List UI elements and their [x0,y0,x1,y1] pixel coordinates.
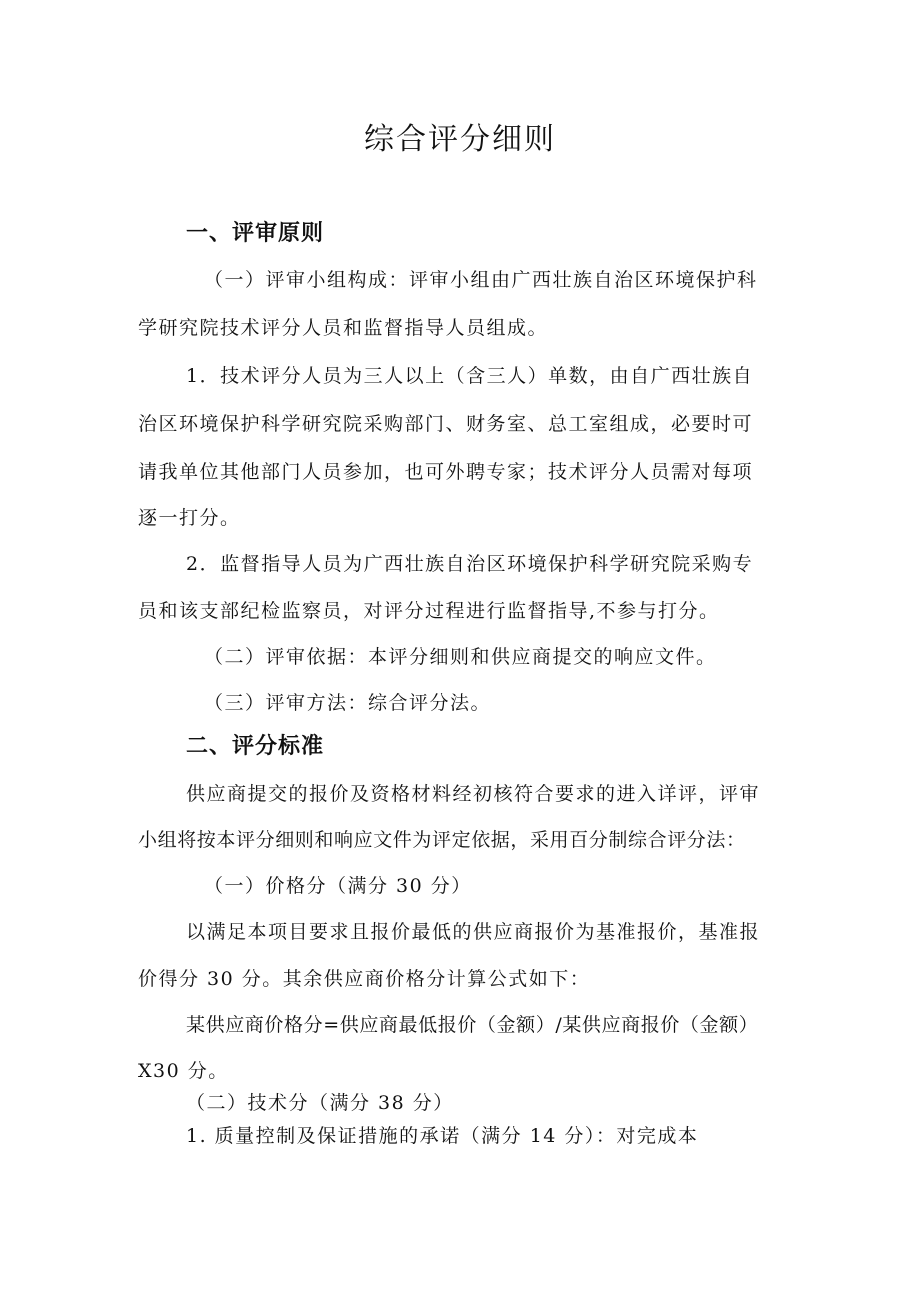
paragraph-line: 请我单位其他部门人员参加，也可外聘专家；技术评分人员需对每项 [138,461,754,483]
document-title: 综合评分细则 [364,122,556,157]
paragraph-line: 员和该支部纪检监察员，对评分过程进行监督指导,不参与打分。 [138,600,720,622]
paragraph-line: 价得分 30 分。其余供应商价格分计算公式如下： [138,968,591,990]
list-item: 1. 质量控制及保证措施的承诺（满分 14 分）：对完成本 [186,1125,699,1147]
formula-line: 某供应商价格分=供应商最低报价（金额）/某供应商报价（金额） [186,1014,759,1036]
subsection-heading-price: （一）价格分（满分 30 分） [204,875,472,897]
formula-line: X30 分。 [138,1060,229,1082]
paragraph-line: （三）评审方法：综合评分法。 [204,692,492,714]
paragraph-line: （二）评审依据：本评分细则和供应商提交的响应文件。 [204,646,717,668]
paragraph-line: 小组将按本评分细则和响应文件为评定依据，采用百分制综合评分法： [138,829,746,851]
paragraph-line: （一）评审小组构成：评审小组由广西壮族自治区环境保护科 [204,269,758,291]
paragraph-line: 治区环境保护科学研究院采购部门、财务室、总工室组成，必要时可 [138,413,754,435]
subsection-heading-technical: （二）技术分（满分 38 分） [186,1092,454,1114]
paragraph-line: 逐一打分。 [138,507,241,529]
paragraph-line: 2．监督指导人员为广西壮族自治区环境保护科学研究院采购专 [186,553,754,575]
paragraph-line: 以满足本项目要求且报价最低的供应商报价为基准报价，基准报 [186,921,761,943]
paragraph-line: 学研究院技术评分人员和监督指导人员组成。 [138,317,549,339]
paragraph-line: 1．技术评分人员为三人以上（含三人）单数，由自广西壮族自 [186,365,754,387]
paragraph-line: 供应商提交的报价及资格材料经初核符合要求的进入详评，评审 [186,783,761,805]
section-heading-scoring-standard: 二、评分标准 [186,734,325,759]
section-heading-review-principles: 一、评审原则 [186,221,325,246]
